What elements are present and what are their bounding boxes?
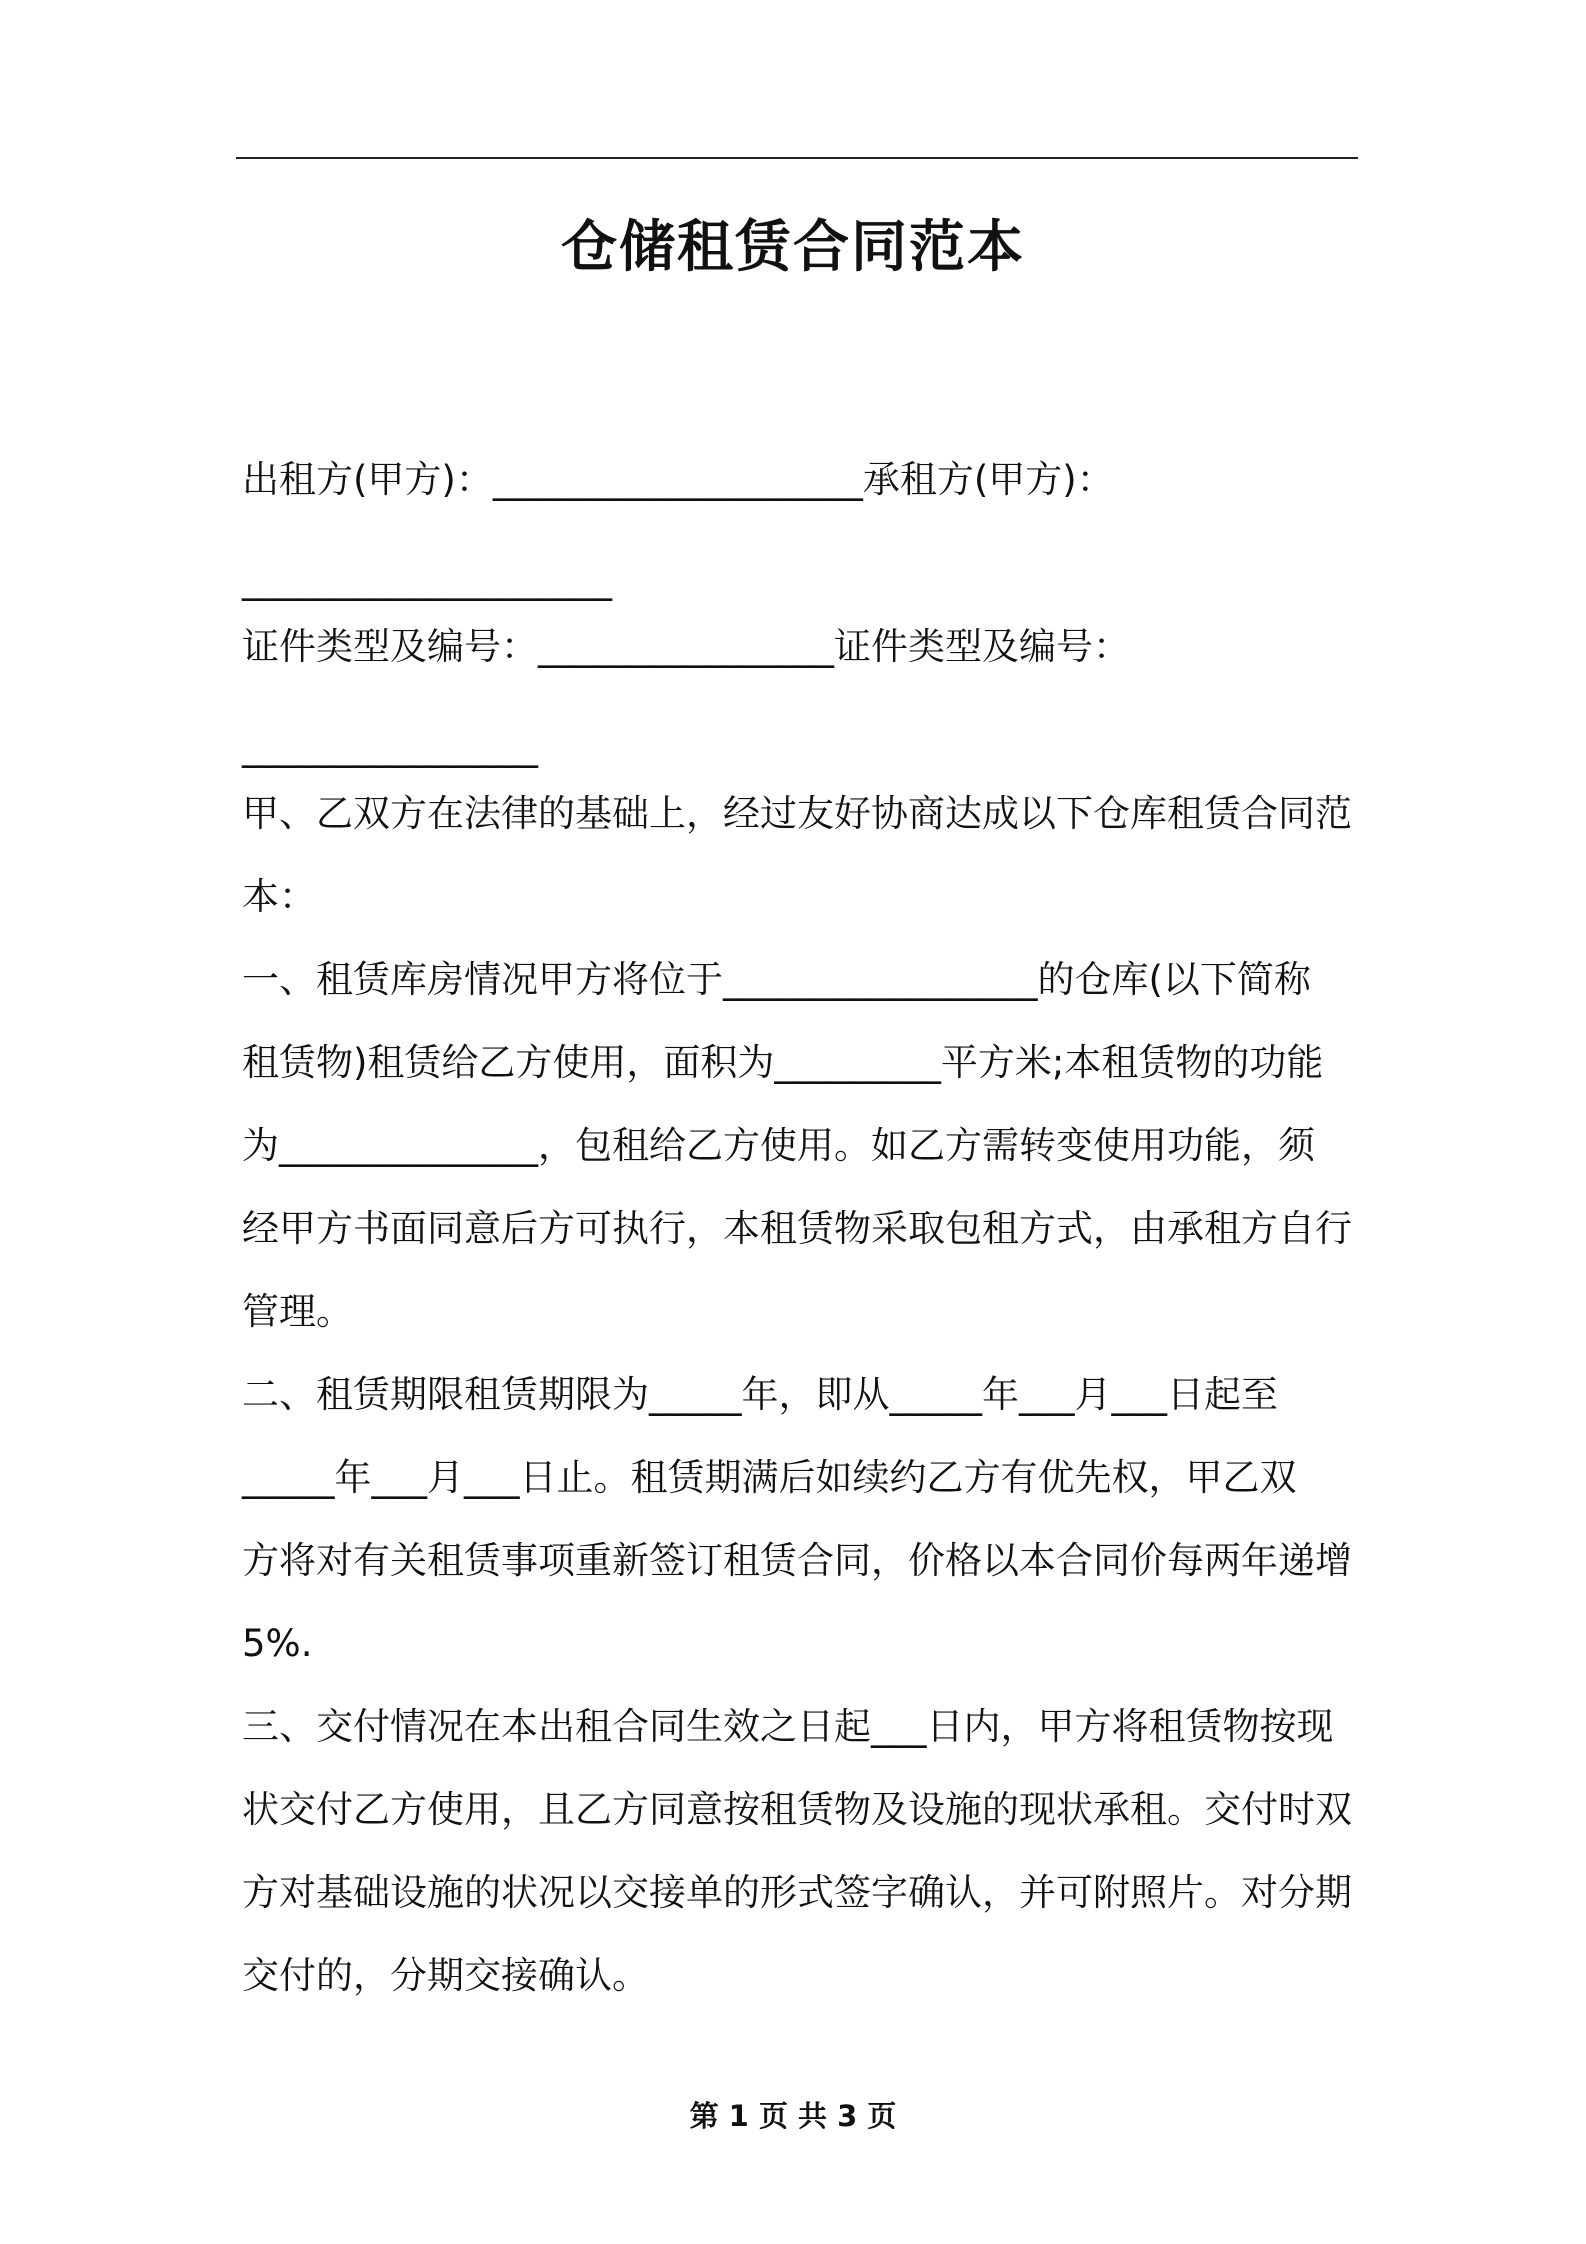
clause-3-line-1: 三、交付情况在本出租合同生效之日起___日内，甲方将租赁物按现: [242, 1705, 1334, 1748]
id-line: 证件类型及编号：________________证件类型及编号：: [242, 625, 1130, 668]
document-title: 仓储租赁合同范本: [561, 215, 1025, 280]
clause-1-line-2: 租赁物)租赁给乙方使用，面积为_________平方米;本租赁物的功能: [242, 1041, 1324, 1084]
clause-2-line-3: 方将对有关租赁事项重新签订租赁合同，价格以本合同价每两年递增: [242, 1539, 1352, 1582]
clause-3-line-2: 状交付乙方使用，且乙方同意按租赁物及设施的现状承租。交付时双: [242, 1788, 1352, 1831]
page-footer: 第 1 页 共 3 页: [689, 2099, 897, 2133]
clause-2-line-4: 5%.: [242, 1622, 313, 1665]
party-line-lessor-lessee: 出租方(甲方)：____________________承租方(甲方)：: [242, 458, 1114, 501]
preamble-line-2: 本：: [242, 875, 316, 918]
clause-3-line-4: 交付的，分期交接确认。: [242, 1954, 649, 1997]
clause-1-line-4: 经甲方书面同意后方可执行，本租赁物采取包租方式，由承租方自行: [242, 1207, 1352, 1250]
party-line-blank: ____________________: [242, 558, 612, 601]
clause-2-line-2: _____年___月___日止。租赁期满后如续约乙方有优先权，甲乙双: [242, 1456, 1297, 1499]
clause-3-line-3: 方对基础设施的状况以交接单的形式签字确认，并可附照片。对分期: [242, 1871, 1352, 1914]
clause-1-line-1: 一、租赁库房情况甲方将位于_________________的仓库(以下简称: [242, 958, 1311, 1001]
clause-1-line-3: 为______________，包租给乙方使用。如乙方需转变使用功能，须: [242, 1124, 1315, 1167]
preamble-line-1: 甲、乙双方在法律的基础上，经过友好协商达成以下仓库租赁合同范: [242, 792, 1352, 835]
clause-1-line-5: 管理。: [242, 1290, 353, 1333]
clause-2-line-1: 二、租赁期限租赁期限为_____年，即从_____年___月___日起至: [242, 1373, 1278, 1416]
header-rule: [236, 157, 1358, 159]
id-line-blank: ________________: [242, 725, 538, 768]
